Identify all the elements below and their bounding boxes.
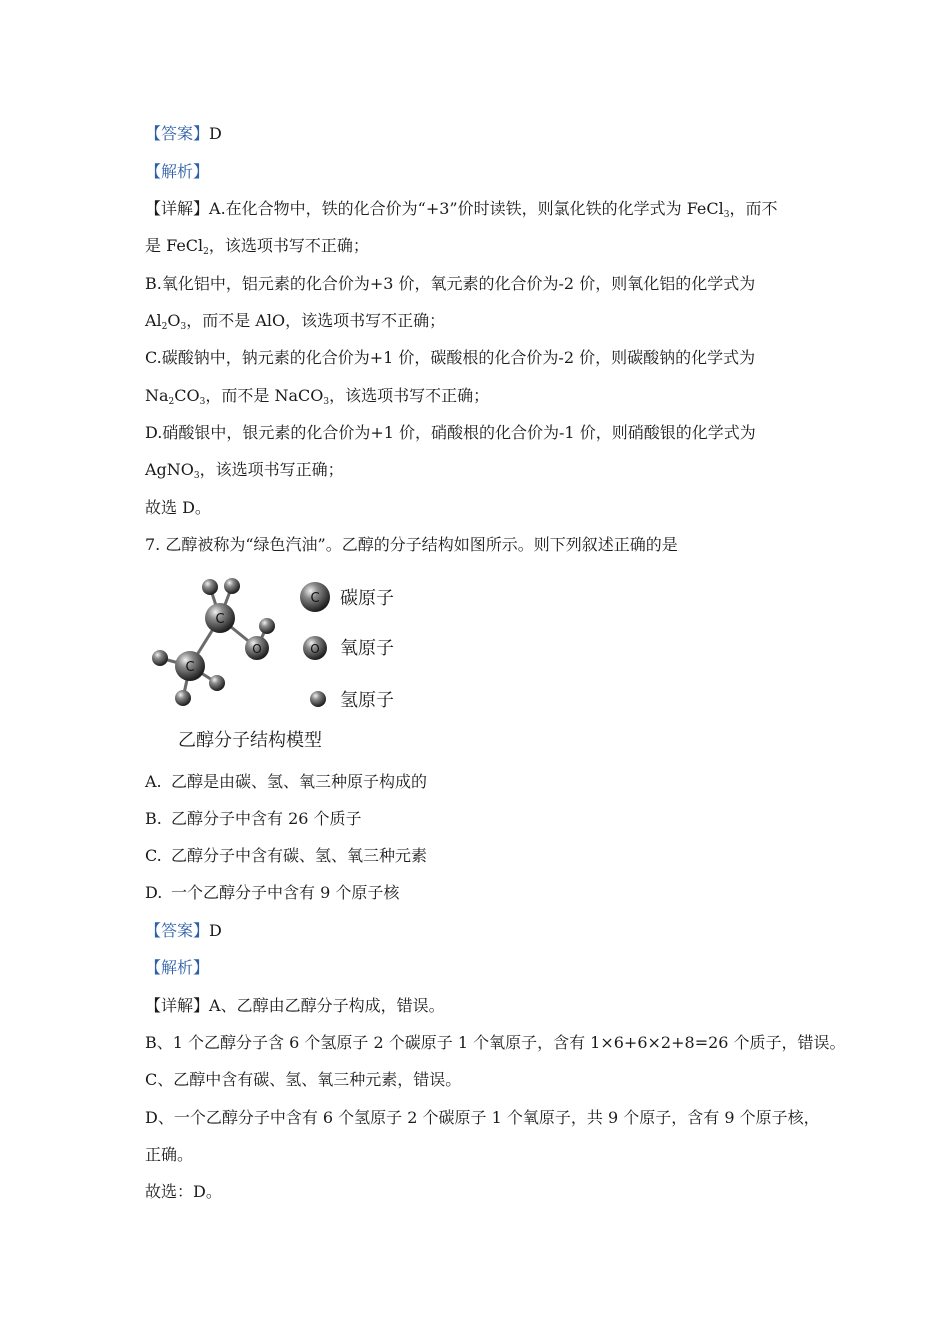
answer-tag: 【答案】	[145, 124, 210, 143]
answer-value: D	[209, 921, 222, 940]
figure-caption: 乙醇分子结构模型	[178, 730, 322, 751]
hydrogen-atom	[152, 650, 168, 666]
oxygen-atom-label: O	[252, 642, 262, 656]
q7-detail-d1: D、一个乙醇分子中含有 6 个氢原子 2 个碳原子 1 个氧原子，共 9 个原子，含有 9 个原子核，	[145, 1108, 820, 1127]
q7-conclusion: 故选：D。	[145, 1182, 222, 1201]
q6-detail-line-6: $Na_2CO_3$，而不是 NaCO$_3$，该选项书写不正确；	[145, 386, 490, 407]
hydrogen-atom	[202, 579, 218, 595]
answer-value: D	[209, 124, 222, 143]
q6-detail-line-5: C.碳酸钠中，钠元素的化合价为+1 价，碳酸根的化合价为-2 价，则碳酸钠的化学式为	[145, 348, 756, 367]
q6-detail-line-2: 是 FeCl$_2$，该选项书写不正确；	[145, 236, 369, 257]
q7-detail-a: 【详解】A、乙醇由乙醇分子构成，错误。	[145, 996, 445, 1015]
legend-hydrogen-ball	[310, 691, 326, 707]
q6-conclusion: 故选 D。	[145, 498, 211, 517]
hydrogen-atom	[209, 675, 225, 691]
legend-carbon-label: 碳原子	[340, 588, 394, 609]
q7-stem: 7. 乙醇被称为“绿色汽油”。乙醇的分子结构如图所示。则下列叙述正确的是	[145, 535, 678, 554]
legend-hydrogen-label: 氢原子	[340, 690, 394, 711]
hydrogen-atom	[259, 618, 275, 634]
ethanol-model-figure	[140, 570, 420, 755]
q6-analysis-line	[145, 162, 209, 182]
legend-oxygen-symbol: O	[310, 642, 320, 656]
q6-detail-line-7: D.硝酸银中，银元素的化合价为+1 价，硝酸根的化合价为-1 价，则硝酸银的化学式为	[145, 423, 756, 442]
q6-detail-line-8: AgNO$_3$，该选项书写正确；	[145, 460, 344, 481]
option-c: C. 乙醇分子中含有碳、氢、氧三种元素	[145, 846, 428, 865]
q6-detail-line-1: 【详解】A.在化合物中，铁的化合价为“+3”价时读铁，则氯化铁的化学式为 FeCl$_3$，而不	[145, 199, 778, 220]
q7-detail-d2: 正确。	[145, 1145, 194, 1164]
carbon-atom-label: C	[185, 660, 195, 675]
q7-detail-b: B、1 个乙醇分子含 6 个氢原子 2 个碳原子 1 个氧原子，含有 1×6+6×2+8=26 个质子，错误。	[145, 1033, 846, 1052]
q6-detail-line-3: B.氧化铝中，铝元素的化合价为+3 价，氧元素的化合价为-2 价，则氧化铝的化学式为	[145, 274, 756, 293]
hydrogen-atom	[224, 578, 240, 594]
carbon-atom-label: C	[215, 612, 225, 627]
q7-answer-line	[145, 921, 222, 941]
q7-detail-c: C、乙醇中含有碳、氢、氧三种元素，错误。	[145, 1070, 462, 1089]
q7-analysis-line	[145, 958, 209, 978]
detail-tag: 【详解】	[145, 199, 210, 218]
option-b: B. 乙醇分子中含有 26 个质子	[145, 809, 362, 828]
q6-answer-line	[145, 124, 222, 144]
analysis-tag: 【解析】	[145, 162, 210, 181]
option-a: A. 乙醇是由碳、氢、氧三种原子构成的	[145, 772, 428, 791]
answer-tag: 【答案】	[145, 921, 210, 940]
analysis-tag: 【解析】	[145, 958, 210, 977]
legend-oxygen-label: 氧原子	[340, 638, 394, 659]
q6-detail-line-4: $Al_2O_3$，而不是 AlO，该选项书写不正确；	[145, 311, 446, 332]
hydrogen-atom	[175, 690, 191, 706]
option-d: D. 一个乙醇分子中含有 9 个原子核	[145, 883, 400, 902]
legend-carbon-symbol: C	[310, 591, 320, 606]
detail-tag: 【详解】	[145, 996, 210, 1015]
